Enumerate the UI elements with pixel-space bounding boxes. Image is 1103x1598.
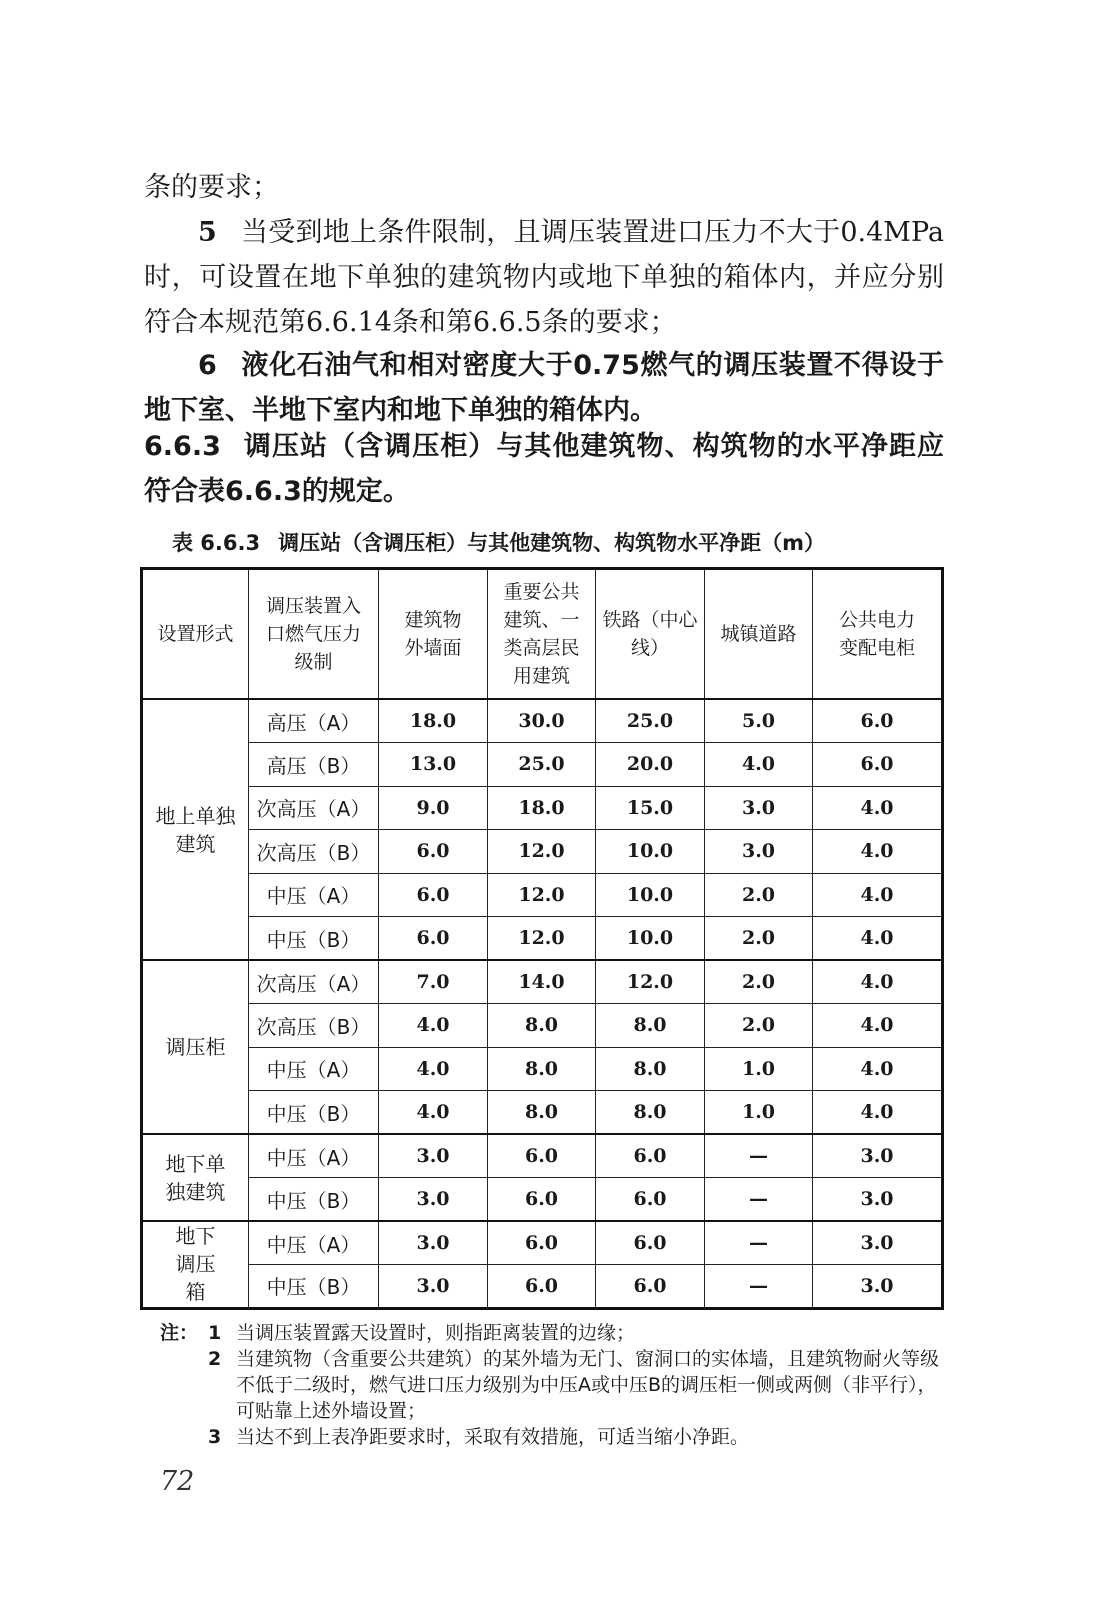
distance-value-cell: 8.0 [488,1047,596,1091]
table-row [142,960,943,1004]
table-row [142,917,943,961]
distance-value-cell: 25.0 [596,699,705,743]
table-caption-text: 调压站（含调压柜）与其他建筑物、构筑物水平净距（m） [278,531,825,555]
pressure-level-cell: 次高压（A） [249,786,379,830]
header-cell: 重要公共建筑、一类高层民用建筑 [488,569,596,700]
distance-value-cell: 3.0 [813,1265,943,1309]
distance-value-cell: 7.0 [379,960,488,1004]
distance-value-cell: 9.0 [379,786,488,830]
table-row [142,1178,943,1222]
distance-value-cell: 4.0 [813,917,943,961]
item-text: 液化石油气和相对密度大于0.75燃气的调压装置不得设于地下室、半地下室内和地下单独的箱体内。 [144,350,944,426]
distance-value-cell: 2.0 [705,1004,813,1048]
pressure-level-cell: 次高压（B） [249,1004,379,1048]
table-caption-number: 表 6.6.3 [172,531,261,555]
distance-value-cell: 18.0 [488,786,596,830]
paragraph-item-5 [144,210,944,345]
distance-value-cell: 3.0 [379,1134,488,1178]
pressure-level-cell: 中压（B） [249,1265,379,1309]
table-row [142,1134,943,1178]
header-cell: 铁路（中心线） [596,569,705,700]
distance-value-cell: 12.0 [488,873,596,917]
distance-value-cell: 3.0 [379,1221,488,1265]
distance-table [140,567,944,1310]
table-row [142,1047,943,1091]
distance-value-cell: 3.0 [379,1178,488,1222]
distance-value-cell: 3.0 [813,1221,943,1265]
note-number: 2 [208,1348,222,1370]
distance-value-cell: 8.0 [596,1004,705,1048]
pressure-level-cell: 中压（A） [249,1134,379,1178]
distance-value-cell: 6.0 [379,830,488,874]
pressure-level-cell: 中压（B） [249,917,379,961]
distance-value-cell: — [705,1221,813,1265]
distance-value-cell: 6.0 [596,1134,705,1178]
distance-value-cell: 10.0 [596,917,705,961]
distance-value-cell: 3.0 [379,1265,488,1309]
distance-value-cell: 1.0 [705,1091,813,1135]
note-item [160,1346,945,1424]
clause-text: 调压站（含调压柜）与其他建筑物、构筑物的水平净距应符合表6.6.3的规定。 [144,431,944,507]
table-row [142,786,943,830]
pressure-level-cell: 中压（B） [249,1178,379,1222]
distance-value-cell: 13.0 [379,743,488,787]
distance-value-cell: 6.0 [488,1178,596,1222]
note-number: 1 [208,1322,222,1344]
distance-value-cell: 8.0 [596,1091,705,1135]
pressure-level-cell: 中压（A） [249,1047,379,1091]
distance-value-cell: 2.0 [705,873,813,917]
pressure-level-cell: 中压（A） [249,873,379,917]
header-cell: 公共电力变配电柜 [813,569,943,700]
distance-value-cell: 2.0 [705,960,813,1004]
distance-value-cell: 12.0 [596,960,705,1004]
distance-value-cell: 12.0 [488,830,596,874]
distance-value-cell: 6.0 [813,699,943,743]
table-row [142,1265,943,1309]
distance-value-cell: 5.0 [705,699,813,743]
distance-value-cell: 8.0 [596,1047,705,1091]
distance-value-cell: 25.0 [488,743,596,787]
distance-value-cell: 20.0 [596,743,705,787]
distance-value-cell: 3.0 [705,830,813,874]
table-row [142,1004,943,1048]
distance-value-cell: 6.0 [379,917,488,961]
distance-value-cell: 3.0 [705,786,813,830]
distance-value-cell: 30.0 [488,699,596,743]
item-number: 5 [198,217,217,248]
distance-value-cell: — [705,1134,813,1178]
table-row [142,743,943,787]
distance-value-cell: 6.0 [488,1265,596,1309]
distance-value-cell: 10.0 [596,873,705,917]
distance-value-cell: 3.0 [813,1178,943,1222]
table-row [142,1221,943,1265]
notes-lead: 注： [160,1322,199,1344]
table-row [142,699,943,743]
pressure-level-cell: 高压（A） [249,699,379,743]
distance-value-cell: 15.0 [596,786,705,830]
distance-value-cell: 4.0 [813,873,943,917]
clause-number: 6.6.3 [144,431,221,462]
note-number: 3 [208,1426,222,1448]
distance-value-cell: 6.0 [488,1221,596,1265]
distance-value-cell: 6.0 [813,743,943,787]
paragraph-item-6 [144,343,944,433]
item-text: 当受到地上条件限制，且调压装置进口压力不大于0.4MPa时，可设置在地下单独的建筑物内或地下单独的箱体内，并应分别符合本规范第6.6.14条和第6.6.5条的要求； [144,217,944,338]
setting-form-cell: 地下调压箱 [142,1221,249,1308]
table-notes [160,1320,945,1450]
pressure-level-cell: 次高压（A） [249,960,379,1004]
distance-value-cell: 10.0 [596,830,705,874]
note-text: 当调压装置露天设置时，则指距离装置的边缘； [236,1322,636,1344]
pressure-level-cell: 中压（A） [249,1221,379,1265]
distance-value-cell: 18.0 [379,699,488,743]
distance-value-cell: 2.0 [705,917,813,961]
pressure-level-cell: 次高压（B） [249,830,379,874]
distance-value-cell: 3.0 [813,1134,943,1178]
distance-value-cell: 4.0 [813,786,943,830]
setting-form-cell: 地下单独建筑 [142,1134,249,1221]
note-text: 当达不到上表净距要求时，采取有效措施，可适当缩小净距。 [236,1426,750,1448]
note-item [160,1320,945,1346]
distance-value-cell: 6.0 [596,1265,705,1309]
table-row [142,1091,943,1135]
distance-value-cell: 4.0 [813,960,943,1004]
distance-value-cell: 6.0 [596,1178,705,1222]
table-header-row [142,569,943,700]
distance-value-cell: 8.0 [488,1004,596,1048]
table-row [142,830,943,874]
paragraph-continuation: 条的要求； [144,172,279,203]
pressure-level-cell: 中压（B） [249,1091,379,1135]
pressure-level-cell: 高压（B） [249,743,379,787]
setting-form-cell: 调压柜 [142,960,249,1134]
table-row [142,873,943,917]
distance-value-cell: 4.0 [813,1091,943,1135]
note-text: 当建筑物（含重要公共建筑）的某外墙为无门、窗洞口的实体墙，且建筑物耐火等级不低于二级时，燃气进口压力级别为中压A或中压B的调压柜一侧或两侧（非平行），可贴靠上述外墙设置； [236,1348,940,1422]
distance-value-cell: 4.0 [813,1004,943,1048]
page-number: 72 [160,1466,195,1497]
distance-value-cell: 6.0 [596,1221,705,1265]
distance-value-cell: 4.0 [379,1004,488,1048]
distance-value-cell: 4.0 [379,1091,488,1135]
header-cell: 城镇道路 [705,569,813,700]
clause-6-6-3 [144,424,944,514]
distance-value-cell: 14.0 [488,960,596,1004]
distance-value-cell: — [705,1265,813,1309]
distance-value-cell: 1.0 [705,1047,813,1091]
distance-value-cell: 8.0 [488,1091,596,1135]
item-number: 6 [198,350,217,381]
header-cell: 建筑物外墙面 [379,569,488,700]
distance-value-cell: 4.0 [813,1047,943,1091]
table-caption [172,526,932,560]
distance-value-cell: 6.0 [488,1134,596,1178]
distance-value-cell: 12.0 [488,917,596,961]
note-item [160,1424,945,1450]
header-cell: 调压装置入口燃气压力级制 [249,569,379,700]
distance-value-cell: 4.0 [705,743,813,787]
header-cell: 设置形式 [142,569,249,700]
distance-value-cell: 4.0 [379,1047,488,1091]
setting-form-cell: 地上单独建筑 [142,699,249,960]
distance-value-cell: 6.0 [379,873,488,917]
distance-value-cell: — [705,1178,813,1222]
distance-value-cell: 4.0 [813,830,943,874]
